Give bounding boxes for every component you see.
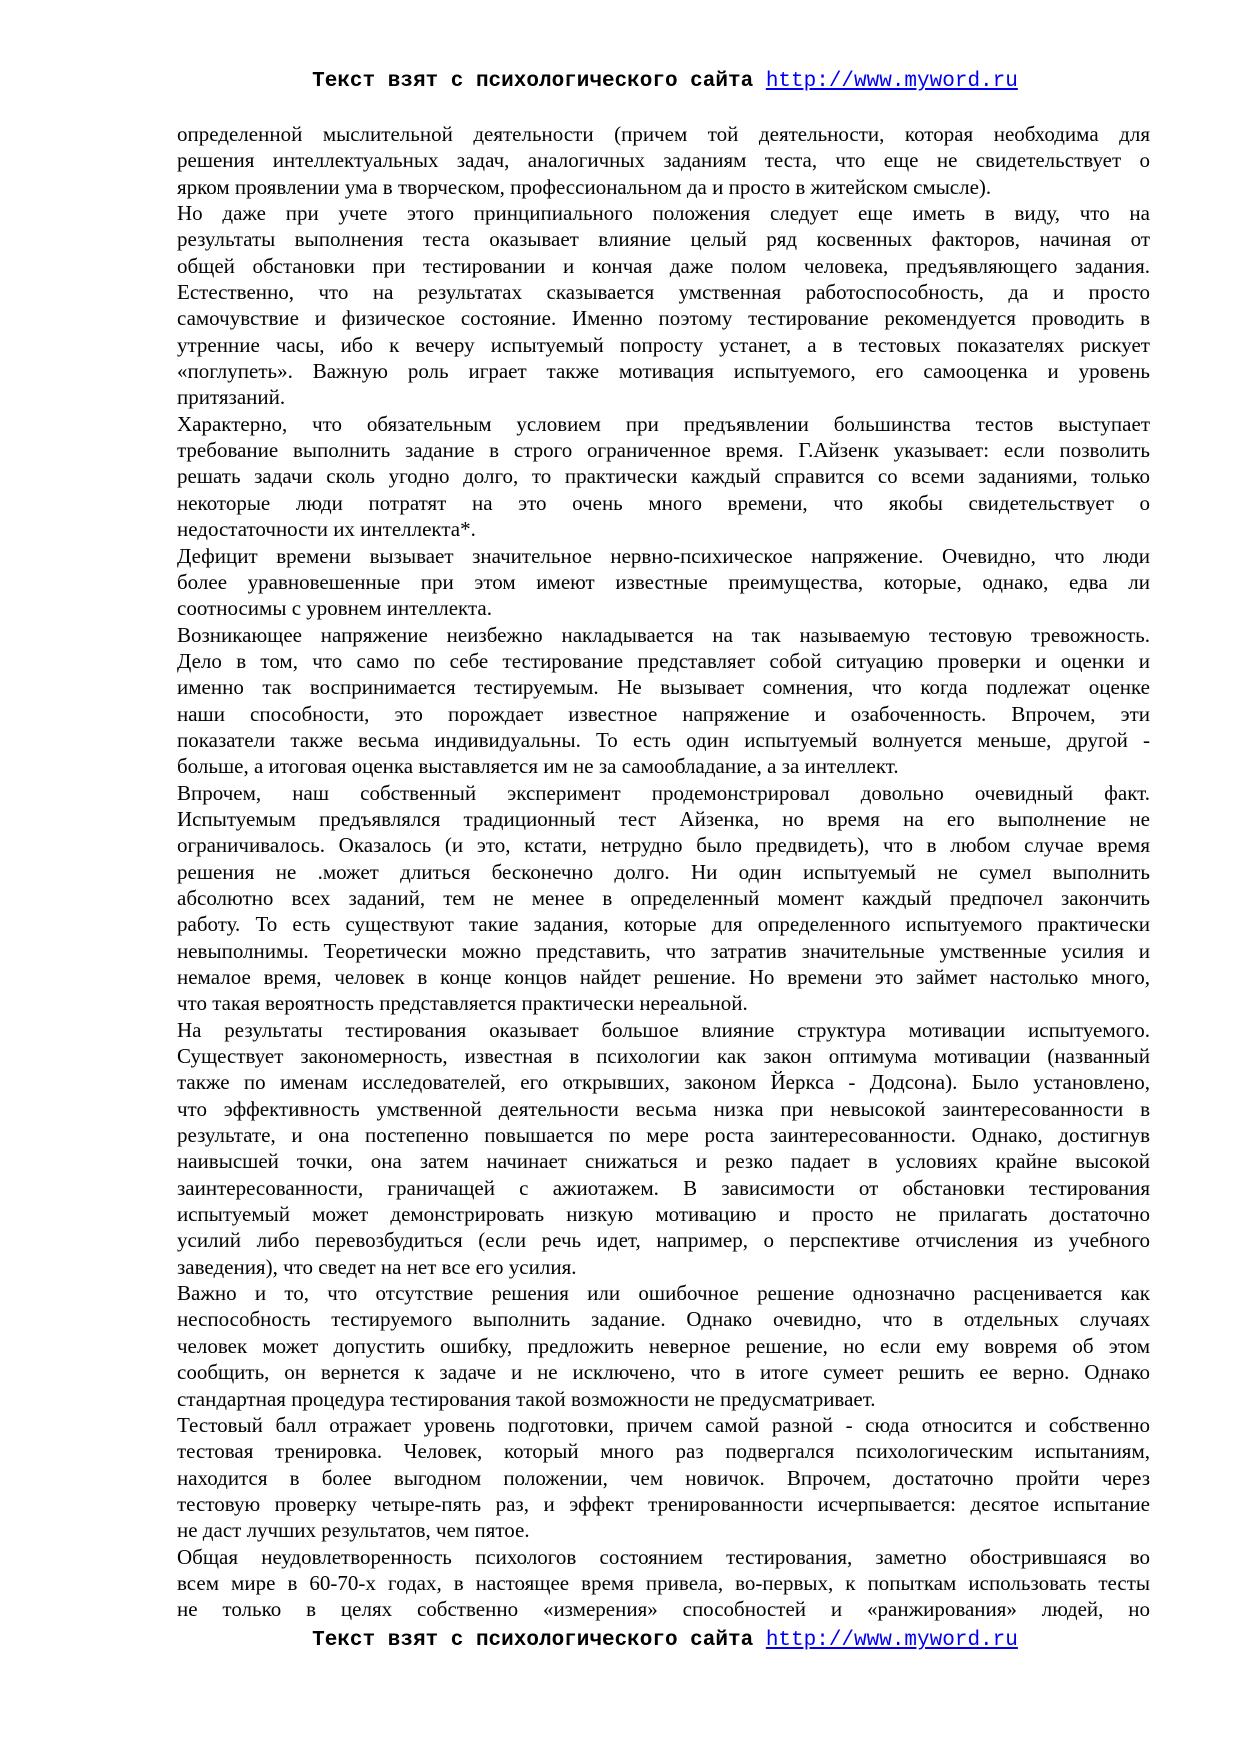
paragraph xyxy=(177,1017,1150,1280)
text-line: более уравновешенные при этом имеют известные преимущества, которые, однако, едва ли xyxy=(177,569,1150,594)
text-line: находится в более выгодном положении, чем новичок. Впрочем, достаточно пройти через xyxy=(177,1465,1150,1490)
paragraph xyxy=(177,121,1150,200)
text-line: усилий либо перевозбудиться (если речь идет, например, о перспективе отчисления из учебного xyxy=(177,1228,1150,1253)
text-line: всем мире в 60-70-х годах, в настоящее время привела, во-первых, к попыткам использовать тесты xyxy=(177,1570,1150,1595)
text-line: Характерно, что обязательным условием при предъявлении большинства тестов выступает xyxy=(177,411,1150,436)
text-line: Тестовый балл отражает уровень подготовки, причем самой разной - сюда относится и собственно xyxy=(177,1412,1150,1437)
text-line: ограничивалось. Оказалось (и это, кстати, нетрудно было предвидеть), что в любом случае время xyxy=(177,833,1150,858)
text-line: показатели также весьма индивидуальны. То есть один испытуемый волнуется меньше, другой - xyxy=(177,727,1150,752)
text-line: абсолютно всех заданий, тем не менее в определенный момент каждый предпочел закончить xyxy=(177,885,1150,910)
text-line: немалое время, человек в конце концов найдет решение. Но времени это займет настолько много, xyxy=(177,965,1150,989)
text-line: не только в целях собственно «измерения» способностей и «ранжирования» людей, но xyxy=(177,1597,1150,1622)
text-line: тестовую проверку четыре-пять раз, и эффект тренированности исчерпывается: десятое испытание xyxy=(177,1491,1150,1516)
text-line: человек может допустить ошибку, предложить неверное решение, но если ему вовремя об этом xyxy=(177,1333,1150,1358)
paragraph xyxy=(177,780,1150,1017)
paragraph xyxy=(177,543,1150,622)
footer-link[interactable]: http://www.myword.ru xyxy=(765,1629,1018,1652)
text-line: общей обстановки при тестировании и кончая даже полом человека, предъявляющего задания. xyxy=(177,253,1150,278)
text-line: также по именам исследователей, его открывших, законом Йеркса - Додсона). Было установлено, xyxy=(177,1070,1150,1095)
text-line: Но даже при учете этого принципиального положения следует еще иметь в виду, что на xyxy=(177,201,1150,226)
text-line: Возникающее напряжение неизбежно накладывается на так называемую тестовую тревожность. xyxy=(177,622,1150,647)
text-line: Естественно, что на результатах сказывается умственная работоспособность, да и просто xyxy=(177,280,1150,305)
text-line: ярком проявлении ума в творческом, профессиональном да и просто в житейском смысле). xyxy=(177,174,992,199)
text-line: заинтересованности, граничащей с ажиотажем. В зависимости от обстановки тестирования xyxy=(177,1175,1150,1200)
text-line: не даст лучших результатов, чем пятое. xyxy=(177,1518,530,1543)
header-link[interactable]: http://www.myword.ru xyxy=(765,70,1018,93)
paragraph xyxy=(177,1412,1150,1544)
text-line: Впрочем, наш собственный эксперимент продемонстрировал довольно очевидный факт. xyxy=(177,780,1150,805)
text-line: недостаточности их интеллекта*. xyxy=(177,517,476,542)
paragraph xyxy=(177,1544,1150,1623)
text-line: самочувствие и физическое состояние. Именно поэтому тестирование рекомендуется проводить в xyxy=(177,306,1150,331)
text-line: Важно и то, что отсутствие решения или ошибочное решение однозначно расценивается как xyxy=(177,1281,1150,1306)
text-line: невыполнимы. Теоретически можно представить, что затратив значительные умственные усилия и xyxy=(177,938,1150,963)
text-line: наивысшей точки, она затем начинает снижаться и резко падает в условиях крайне высокой xyxy=(177,1149,1150,1174)
text-line: заведения), что сведет на нет все его усилия. xyxy=(177,1254,577,1279)
text-line: утренние часы, ибо к вечеру испытуемый попросту устанет, а в тестовых показателях рискует xyxy=(177,332,1150,357)
text-line: результаты выполнения теста оказывает влияние целый ряд косвенных факторов, начиная от xyxy=(177,227,1150,252)
text-line: определенной мыслительной деятельности (причем той деятельности, которая необходима для xyxy=(177,122,1150,146)
text-line: «поглупеть». Важную роль играет также мотивация испытуемого, его самооценка и уровень xyxy=(177,359,1150,384)
header-text: Текст взят с психологического сайта xyxy=(312,70,766,93)
text-line: наши способности, это порождает известное напряжение и озабоченность. Впрочем, эти xyxy=(177,701,1150,726)
text-line: тестовая тренировка. Человек, который много раз подвергался психологическим испытаниям, xyxy=(177,1439,1150,1464)
text-line: Испытуемым предъявлялся традиционный тест Айзенка, но время на его выполнение не xyxy=(177,806,1150,831)
text-line: соотносимы с уровнем интеллекта. xyxy=(177,596,492,621)
text-line: результате, и она постепенно повышается по мере роста заинтересованности. Однако, достигнув xyxy=(177,1123,1150,1148)
text-line: решать задачи сколь угодно долго, то практически каждый справится со всеми заданиями, только xyxy=(177,464,1150,489)
text-line: что эффективность умственной деятельности весьма низка при невысокой заинтересованности в xyxy=(177,1096,1150,1121)
text-line: испытуемый может демонстрировать низкую мотивацию и просто не прилагать достаточно xyxy=(177,1202,1150,1227)
paragraph xyxy=(177,622,1150,780)
text-line: больше, а итоговая оценка выставляется им не за самообладание, а за интеллект. xyxy=(177,754,899,779)
text-line: что такая вероятность представляется практически нереальной. xyxy=(177,991,748,1016)
text-line: неспособность тестируемого выполнить задание. Однако очевидно, что в отдельных случаях xyxy=(177,1307,1150,1332)
text-line: решения интеллектуальных задач, аналогичных заданиям теста, что еще не свидетельствует о xyxy=(177,148,1150,173)
text-line: Общая неудовлетворенность психологов состоянием тестирования, заметно обострившаяся во xyxy=(177,1544,1150,1569)
text-line: Дефицит времени вызывает значительное нервно-психическое напряжение. Очевидно, что люди xyxy=(177,543,1150,568)
text-line: Существует закономерность, известная в психологии как закон оптимума мотивации (названный xyxy=(177,1044,1150,1069)
text-line: сообщить, он вернется к задаче и не исключено, что в итоге сумеет решить ее верно. Однако xyxy=(177,1360,1150,1385)
paragraph xyxy=(177,200,1150,411)
document-body xyxy=(177,121,1150,1623)
page-footer xyxy=(0,1629,1240,1652)
paragraph xyxy=(177,1280,1150,1412)
text-line: Дело в том, что само по себе тестирование представляет собой ситуацию проверки и оценки и xyxy=(177,648,1150,673)
text-line: стандартная процедура тестирования такой возможности не предусматривает. xyxy=(177,1386,876,1411)
footer-text: Текст взят с психологического сайта xyxy=(312,1629,766,1652)
text-line: некоторые люди потратят на это очень много времени, что якобы свидетельствует о xyxy=(177,490,1150,515)
page-header xyxy=(0,70,1240,93)
text-line: требование выполнить задание в строго ограниченное время. Г.Айзенк указывает: если позволить xyxy=(177,438,1150,463)
text-line: притязаний. xyxy=(177,385,286,410)
paragraph xyxy=(177,411,1150,543)
text-line: работу. То есть существуют такие задания, которые для определенного испытуемого практически xyxy=(177,912,1150,937)
text-line: На результаты тестирования оказывает большое влияние структура мотивации испытуемого. xyxy=(177,1017,1150,1042)
text-line: решения не .может длиться бесконечно долго. Ни один испытуемый не сумел выполнить xyxy=(177,859,1150,884)
text-line: именно так воспринимается тестируемым. Не вызывает сомнения, что когда подлежат оценке xyxy=(177,675,1150,700)
